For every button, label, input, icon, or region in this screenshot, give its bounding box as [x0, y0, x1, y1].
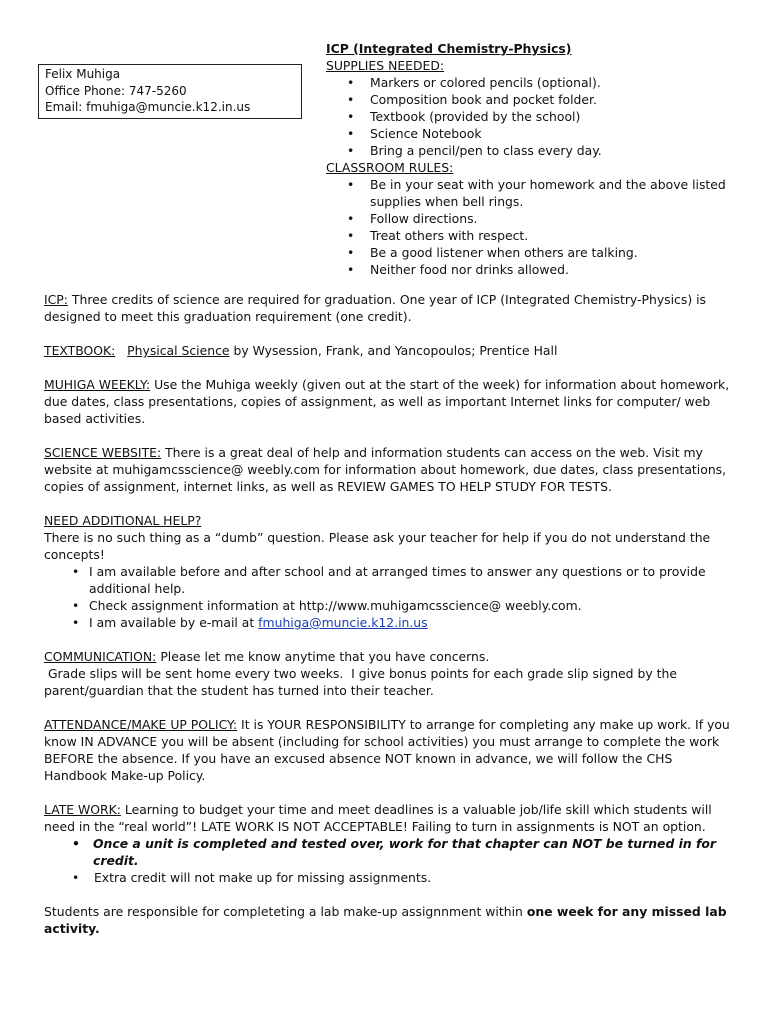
supplies-list — [326, 74, 736, 159]
contact-box — [38, 64, 302, 119]
list-item: • Treat others with respect. — [326, 227, 736, 244]
office-phone: Office Phone: 747-5260 — [45, 83, 187, 98]
communication-section — [44, 648, 734, 699]
list-item: • Composition book and pocket folder. — [326, 91, 736, 108]
late-list — [44, 835, 734, 886]
list-item — [44, 614, 734, 631]
weekly-section — [44, 376, 734, 427]
list-item: • Once a unit is completed and tested over, work for that chapter can NOT be turned in for credit. — [44, 835, 734, 869]
list-item: • Bring a pencil/pen to class every day. — [326, 142, 736, 159]
list-item: • Markers or colored pencils (optional). — [326, 74, 736, 91]
section-text: by Wysession, Frank, and Yancopoulos; Prentice Hall — [229, 343, 558, 358]
section-text: Learning to budget your time and meet deadlines is a valuable job/life skill which students will need in the “real world”! LATE WORK IS NOT ACCEPTABLE! Failing to turn in assignments is NOT an option. — [44, 802, 712, 834]
email-link[interactable]: fmuhiga@muncie.k12.in.us — [258, 615, 428, 630]
list-item: • Textbook (provided by the school) — [326, 108, 736, 125]
section-label: TEXTBOOK: — [44, 343, 116, 358]
section-text: It is YOUR RESPONSIBILITY to arrange for completing any make up work. If you know IN ADVANCE you will be absent (including for school activities) you must arrange to complete the work BEFORE the absence. If you have an excused absence NOT known in advance, we will follow the CHS Handbook Make-up Policy. — [44, 717, 730, 783]
textbook-title: Physical Science — [127, 343, 230, 358]
section-text: There is a great deal of help and information students can access on the web. Visit my website at muhigamcsscience@ weebly.com for information about homework, due dates, class presentations, copies of assignment, internet links, as well as REVIEW GAMES TO HELP STUDY FOR TESTS. — [44, 445, 727, 494]
list-item: • Science Notebook — [326, 125, 736, 142]
section-text: There is no such thing as a “dumb” question. Please ask your teacher for help if you do not understand the concepts! — [44, 530, 711, 562]
email-prefix: I am available by e-mail at — [89, 615, 259, 630]
supplies-heading: SUPPLIES NEEDED: — [326, 58, 445, 73]
section-text: Please let me know anytime that you have concerns. — [156, 649, 490, 664]
section-text: Three credits of science are required for graduation. One year of ICP (Integrated Chemistry-Physics) is designed to meet this graduation requirement (one credit). — [44, 292, 706, 324]
section-text-2: Grade slips will be sent home every two weeks. I give bonus points for each grade slip signed by the parent/guardian that the student has turned into their teacher. — [44, 666, 681, 698]
section-label: COMMUNICATION: — [44, 649, 157, 664]
list-item: • Check assignment information at http://www.muhigamcsscience@ weebly.com. — [44, 597, 734, 614]
section-label: NEED ADDITIONAL HELP? — [44, 513, 202, 528]
section-label: SCIENCE WEBSITE: — [44, 445, 162, 460]
rules-list — [326, 176, 736, 278]
contact-email: Email: fmuhiga@muncie.k12.in.us — [45, 100, 251, 114]
list-item: • Neither food nor drinks allowed. — [326, 261, 736, 278]
list-item: • I am available before and after school and at arranged times to answer any questions or to provide additional help. — [44, 563, 734, 597]
section-label: LATE WORK: — [44, 802, 121, 817]
section-label: ICP: — [44, 292, 68, 307]
help-section — [44, 512, 734, 631]
section-text: Students are responsible for completeting a lab make-up assignnment within — [44, 904, 527, 919]
syllabus-body — [44, 291, 734, 937]
rules-heading: CLASSROOM RULES: — [326, 160, 454, 175]
teacher-name: Felix Muhiga — [45, 67, 121, 81]
textbook-section — [44, 342, 734, 359]
list-item: • Be a good listener when others are talking. — [326, 244, 736, 261]
icp-section — [44, 291, 734, 325]
section-label: MUHIGA WEEKLY: — [44, 377, 151, 392]
section-text: Use the Muhiga weekly (given out at the start of the week) for information about homework, due dates, class presentations, copies of assignment, as well as important Internet links for computer/ web based activities. — [44, 377, 730, 426]
lab-deadline: one week for any missed lab activity. — [44, 904, 727, 936]
late-work-section — [44, 801, 734, 886]
website-section — [44, 444, 734, 495]
list-item: • Extra credit will not make up for missing assignments. — [44, 869, 734, 886]
list-item: • Be in your seat with your homework and the above listed supplies when bell rings. — [326, 176, 736, 210]
help-list — [44, 563, 734, 631]
list-item: • Follow directions. — [326, 210, 736, 227]
course-title: ICP (Integrated Chemistry-Physics) — [326, 41, 572, 56]
section-label: ATTENDANCE/MAKE UP POLICY: — [44, 717, 238, 732]
lab-section — [44, 903, 734, 937]
course-header — [326, 40, 736, 278]
attendance-section — [44, 716, 734, 784]
